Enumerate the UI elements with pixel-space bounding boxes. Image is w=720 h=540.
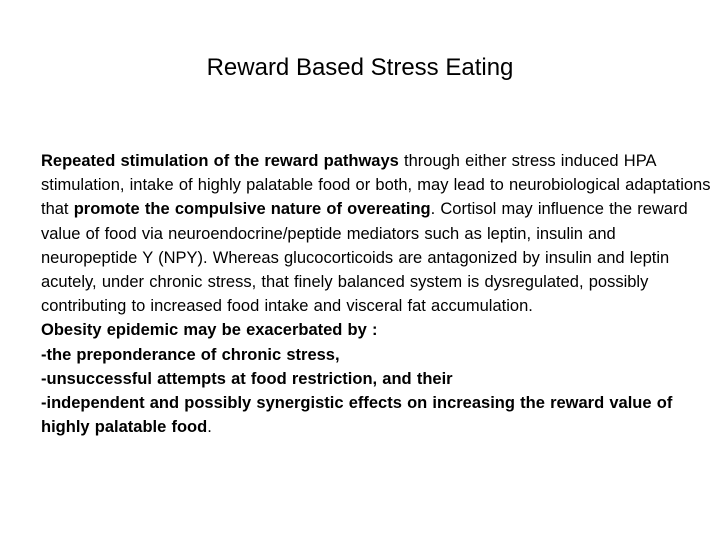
list-item: -independent and possibly synergistic effects on increasing the reward value of highly palatable food — [41, 394, 673, 437]
list-item: -unsuccessful attempts at food restriction, and their — [41, 369, 453, 388]
slide-title: Reward Based Stress Eating — [206, 54, 514, 81]
key-phrase-reward-pathways: Repeated stimulation of the reward pathways — [41, 152, 399, 170]
slide-body — [41, 149, 713, 439]
list-trailing-period: . — [207, 418, 212, 437]
key-phrase-compulsive-overeating: promote the compulsive nature of overeating — [73, 200, 431, 219]
list-item: -the preponderance of chronic stress, — [41, 345, 340, 364]
body-text-segment: through either stress induced HPA stimulation, intake of highly palatable food or both, may lead to neurobiological adaptations that — [41, 152, 711, 219]
list-heading: Obesity epidemic may be exacerbated by : — [41, 321, 378, 340]
body-text-segment: . Cortisol may influence the reward value of food via neuroendocrine/peptide mediators such as leptin, insulin and neuropeptide Y (NPY). Whereas glucocorticoids are antagonized by insulin and leptin acutely, under chronic stress, that finely balanced system is dysregulated, possibly contributing to increased food intake and visceral fat accumulation. — [41, 200, 688, 316]
